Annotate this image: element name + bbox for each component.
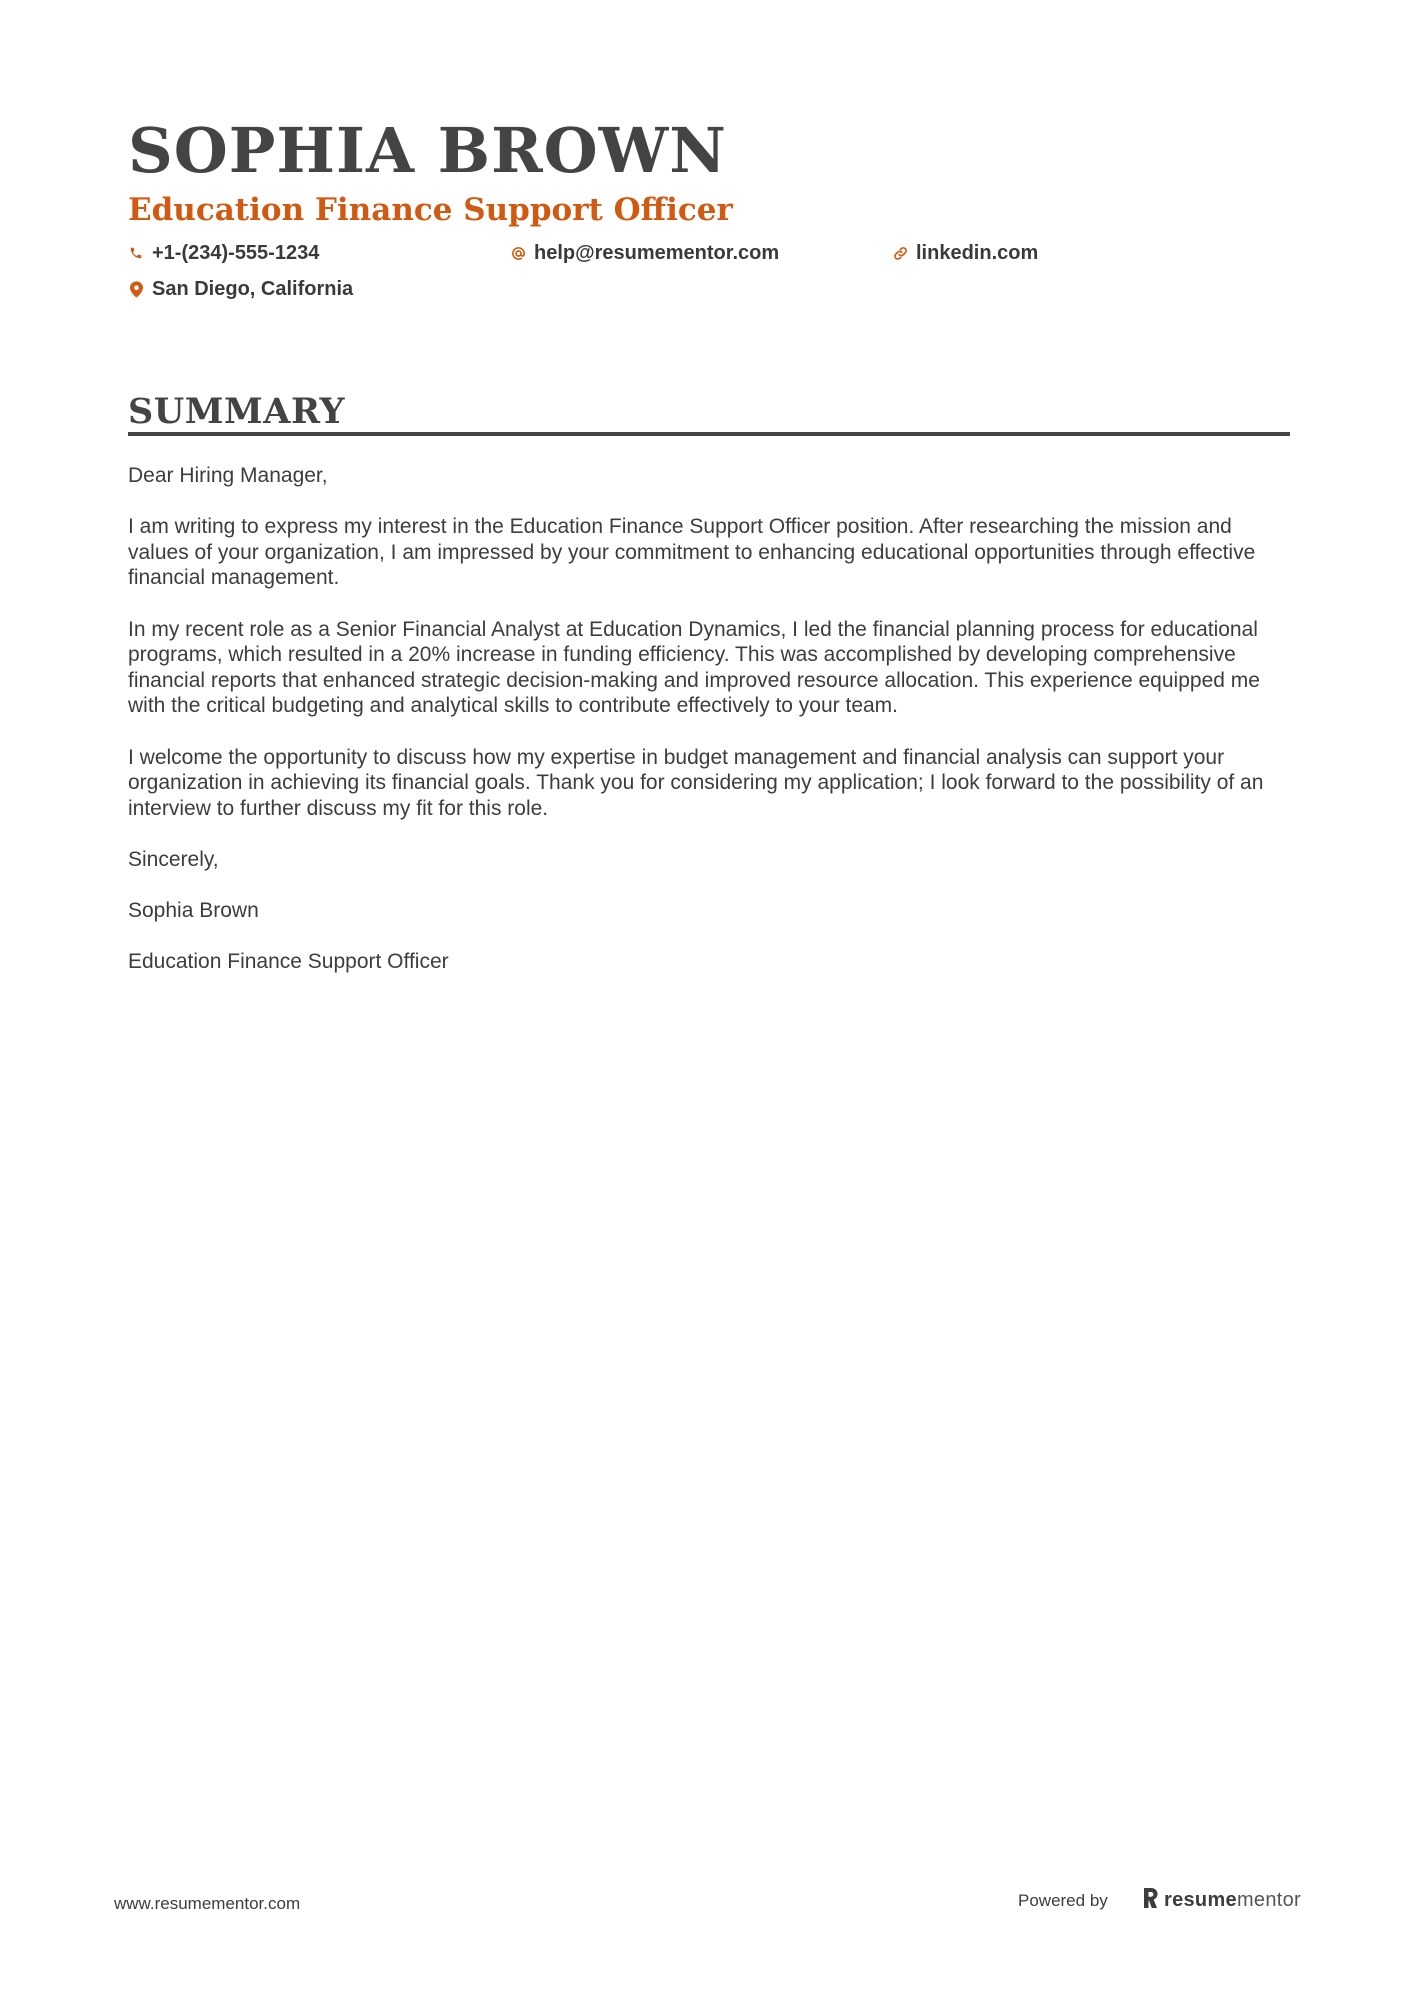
- footer-website[interactable]: www.resumementor.com: [114, 1894, 301, 1913]
- at-icon: [510, 244, 526, 262]
- location-text: San Diego, California: [152, 278, 354, 300]
- resumementor-logo[interactable]: [1142, 1888, 1301, 1913]
- phone-number: +1-(234)-555-1234: [152, 242, 320, 264]
- brand-word-mentor: mentor: [1236, 1889, 1301, 1911]
- linkedin-link[interactable]: linkedin.com: [916, 242, 1039, 264]
- candidate-name: SOPHIA BROWN: [128, 114, 727, 187]
- resumementor-logo-icon: [1142, 1888, 1158, 1913]
- letter-body: [128, 463, 1290, 1000]
- section-divider: [128, 432, 1290, 436]
- letter-paragraph: In my recent role as a Senior Financial Analyst at Education Dynamics, I led the financial planning process for educational programs, which resulted in a 20% increase in funding efficiency. This was accomplished by developing comprehensive financial reports that enhanced strategic decision-making and improved resource allocation. This experience equipped me with the critical budgeting and analytical skills to contribute effectively to your team.: [128, 617, 1260, 718]
- signature-title: Education Finance Support Officer: [128, 950, 449, 974]
- contact-linkedin: [892, 240, 1038, 266]
- letter-paragraph: I welcome the opportunity to discuss how my expertise in budget management and financial analysis can support your organization in achieving its financial goals. Thank you for considering my application; I look forward to the possibility of an interview to further discuss my fit for this role.: [128, 745, 1264, 820]
- salutation: Dear Hiring Manager,: [128, 464, 328, 487]
- location-pin-icon: [128, 280, 144, 298]
- link-icon: [892, 244, 908, 262]
- powered-by-label: Powered by: [1018, 1891, 1108, 1910]
- summary-heading: SUMMARY: [128, 391, 345, 432]
- brand-word-resume: resume: [1164, 1889, 1237, 1911]
- signature-name: Sophia Brown: [128, 899, 259, 923]
- contact-email: [510, 240, 779, 266]
- email-address[interactable]: help@resumementor.com: [534, 242, 780, 264]
- closing: Sincerely,: [128, 847, 219, 871]
- phone-icon: [128, 244, 144, 262]
- contact-location: [128, 276, 353, 302]
- letter-paragraph: I am writing to express my interest in the Education Finance Support Officer position. After researching the mission and values of your organization, I am impressed by your commitment to enhancing educational opportunities through effective financial management.: [128, 515, 1256, 590]
- job-title: Education Finance Support Officer: [128, 192, 733, 228]
- contact-phone: [128, 240, 319, 266]
